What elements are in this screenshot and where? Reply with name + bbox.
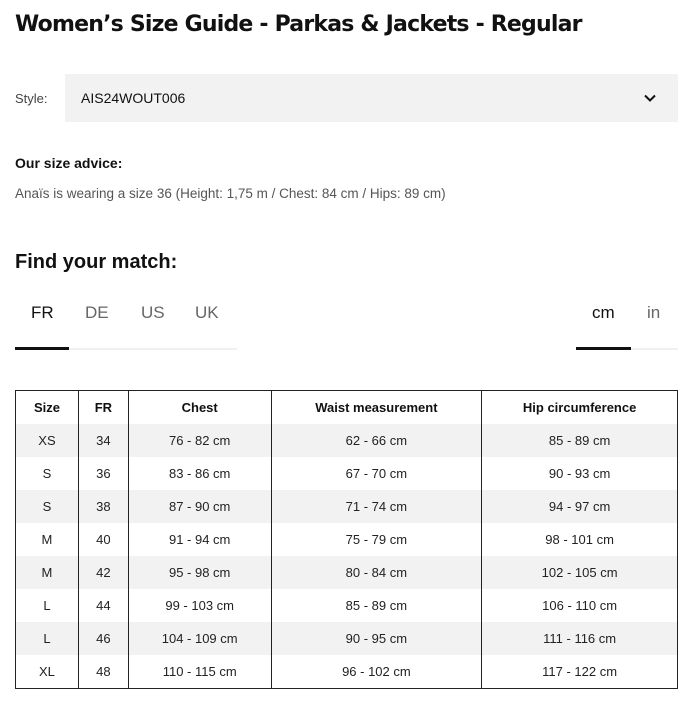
size-advice-text: Anaïs is wearing a size 36 (Height: 1,75 m / Chest: 84 cm / Hips: 89 cm): [15, 186, 446, 201]
cell-hip: 85 - 89 cm: [482, 424, 678, 457]
cell-waist: 80 - 84 cm: [271, 556, 482, 589]
cell-waist: 96 - 102 cm: [271, 655, 482, 689]
table-row: [16, 556, 678, 589]
cell-waist: 67 - 70 cm: [271, 457, 482, 490]
table-row: [16, 589, 678, 622]
style-label: Style:: [15, 91, 48, 106]
cell-fr: 38: [78, 490, 128, 523]
style-select[interactable]: [65, 74, 678, 122]
cell-chest: 110 - 115 cm: [128, 655, 271, 689]
cell-size: L: [16, 589, 79, 622]
column-header-fr: FR: [78, 391, 128, 425]
tab-in[interactable]: in: [647, 303, 661, 322]
table-row: [16, 655, 678, 689]
cell-size: S: [16, 490, 79, 523]
cell-hip: 102 - 105 cm: [482, 556, 678, 589]
region-tab-indicator: [15, 347, 69, 350]
page-title: Women’s Size Guide - Parkas & Jackets - Regular: [15, 12, 582, 37]
cell-fr: 42: [78, 556, 128, 589]
cell-waist: 85 - 89 cm: [271, 589, 482, 622]
chevron-down-icon: [642, 90, 658, 106]
cell-chest: 99 - 103 cm: [128, 589, 271, 622]
tab-de[interactable]: DE: [85, 303, 109, 322]
tab-us[interactable]: US: [141, 303, 165, 322]
table-row: [16, 622, 678, 655]
cell-hip: 98 - 101 cm: [482, 523, 678, 556]
tab-fr[interactable]: FR: [31, 303, 54, 322]
cell-size: L: [16, 622, 79, 655]
cell-fr: 36: [78, 457, 128, 490]
cell-fr: 40: [78, 523, 128, 556]
cell-size: S: [16, 457, 79, 490]
cell-chest: 104 - 109 cm: [128, 622, 271, 655]
cell-hip: 111 - 116 cm: [482, 622, 678, 655]
cell-chest: 83 - 86 cm: [128, 457, 271, 490]
cell-hip: 94 - 97 cm: [482, 490, 678, 523]
cell-fr: 46: [78, 622, 128, 655]
table-row: [16, 523, 678, 556]
cell-chest: 91 - 94 cm: [128, 523, 271, 556]
column-header-waist: Waist measurement: [271, 391, 482, 425]
find-match-heading: Find your match:: [15, 251, 178, 273]
cell-waist: 62 - 66 cm: [271, 424, 482, 457]
table-header-row: [16, 391, 678, 425]
cell-size: XL: [16, 655, 79, 689]
tab-uk[interactable]: UK: [195, 303, 219, 322]
style-select-value: AIS24WOUT006: [81, 90, 186, 106]
tab-cm[interactable]: cm: [592, 303, 615, 322]
cell-chest: 95 - 98 cm: [128, 556, 271, 589]
cell-fr: 34: [78, 424, 128, 457]
cell-chest: 87 - 90 cm: [128, 490, 271, 523]
cell-size: M: [16, 523, 79, 556]
cell-waist: 75 - 79 cm: [271, 523, 482, 556]
cell-size: M: [16, 556, 79, 589]
cell-size: XS: [16, 424, 79, 457]
cell-hip: 117 - 122 cm: [482, 655, 678, 689]
size-advice-heading: Our size advice:: [15, 155, 123, 171]
size-table: [15, 390, 678, 689]
column-header-hip: Hip circumference: [482, 391, 678, 425]
column-header-size: Size: [16, 391, 79, 425]
table-row: [16, 457, 678, 490]
cell-fr: 48: [78, 655, 128, 689]
cell-hip: 90 - 93 cm: [482, 457, 678, 490]
cell-waist: 71 - 74 cm: [271, 490, 482, 523]
cell-waist: 90 - 95 cm: [271, 622, 482, 655]
table-row: [16, 424, 678, 457]
table-row: [16, 490, 678, 523]
column-header-chest: Chest: [128, 391, 271, 425]
cell-chest: 76 - 82 cm: [128, 424, 271, 457]
cell-fr: 44: [78, 589, 128, 622]
unit-tab-indicator: [576, 347, 631, 350]
cell-hip: 106 - 110 cm: [482, 589, 678, 622]
